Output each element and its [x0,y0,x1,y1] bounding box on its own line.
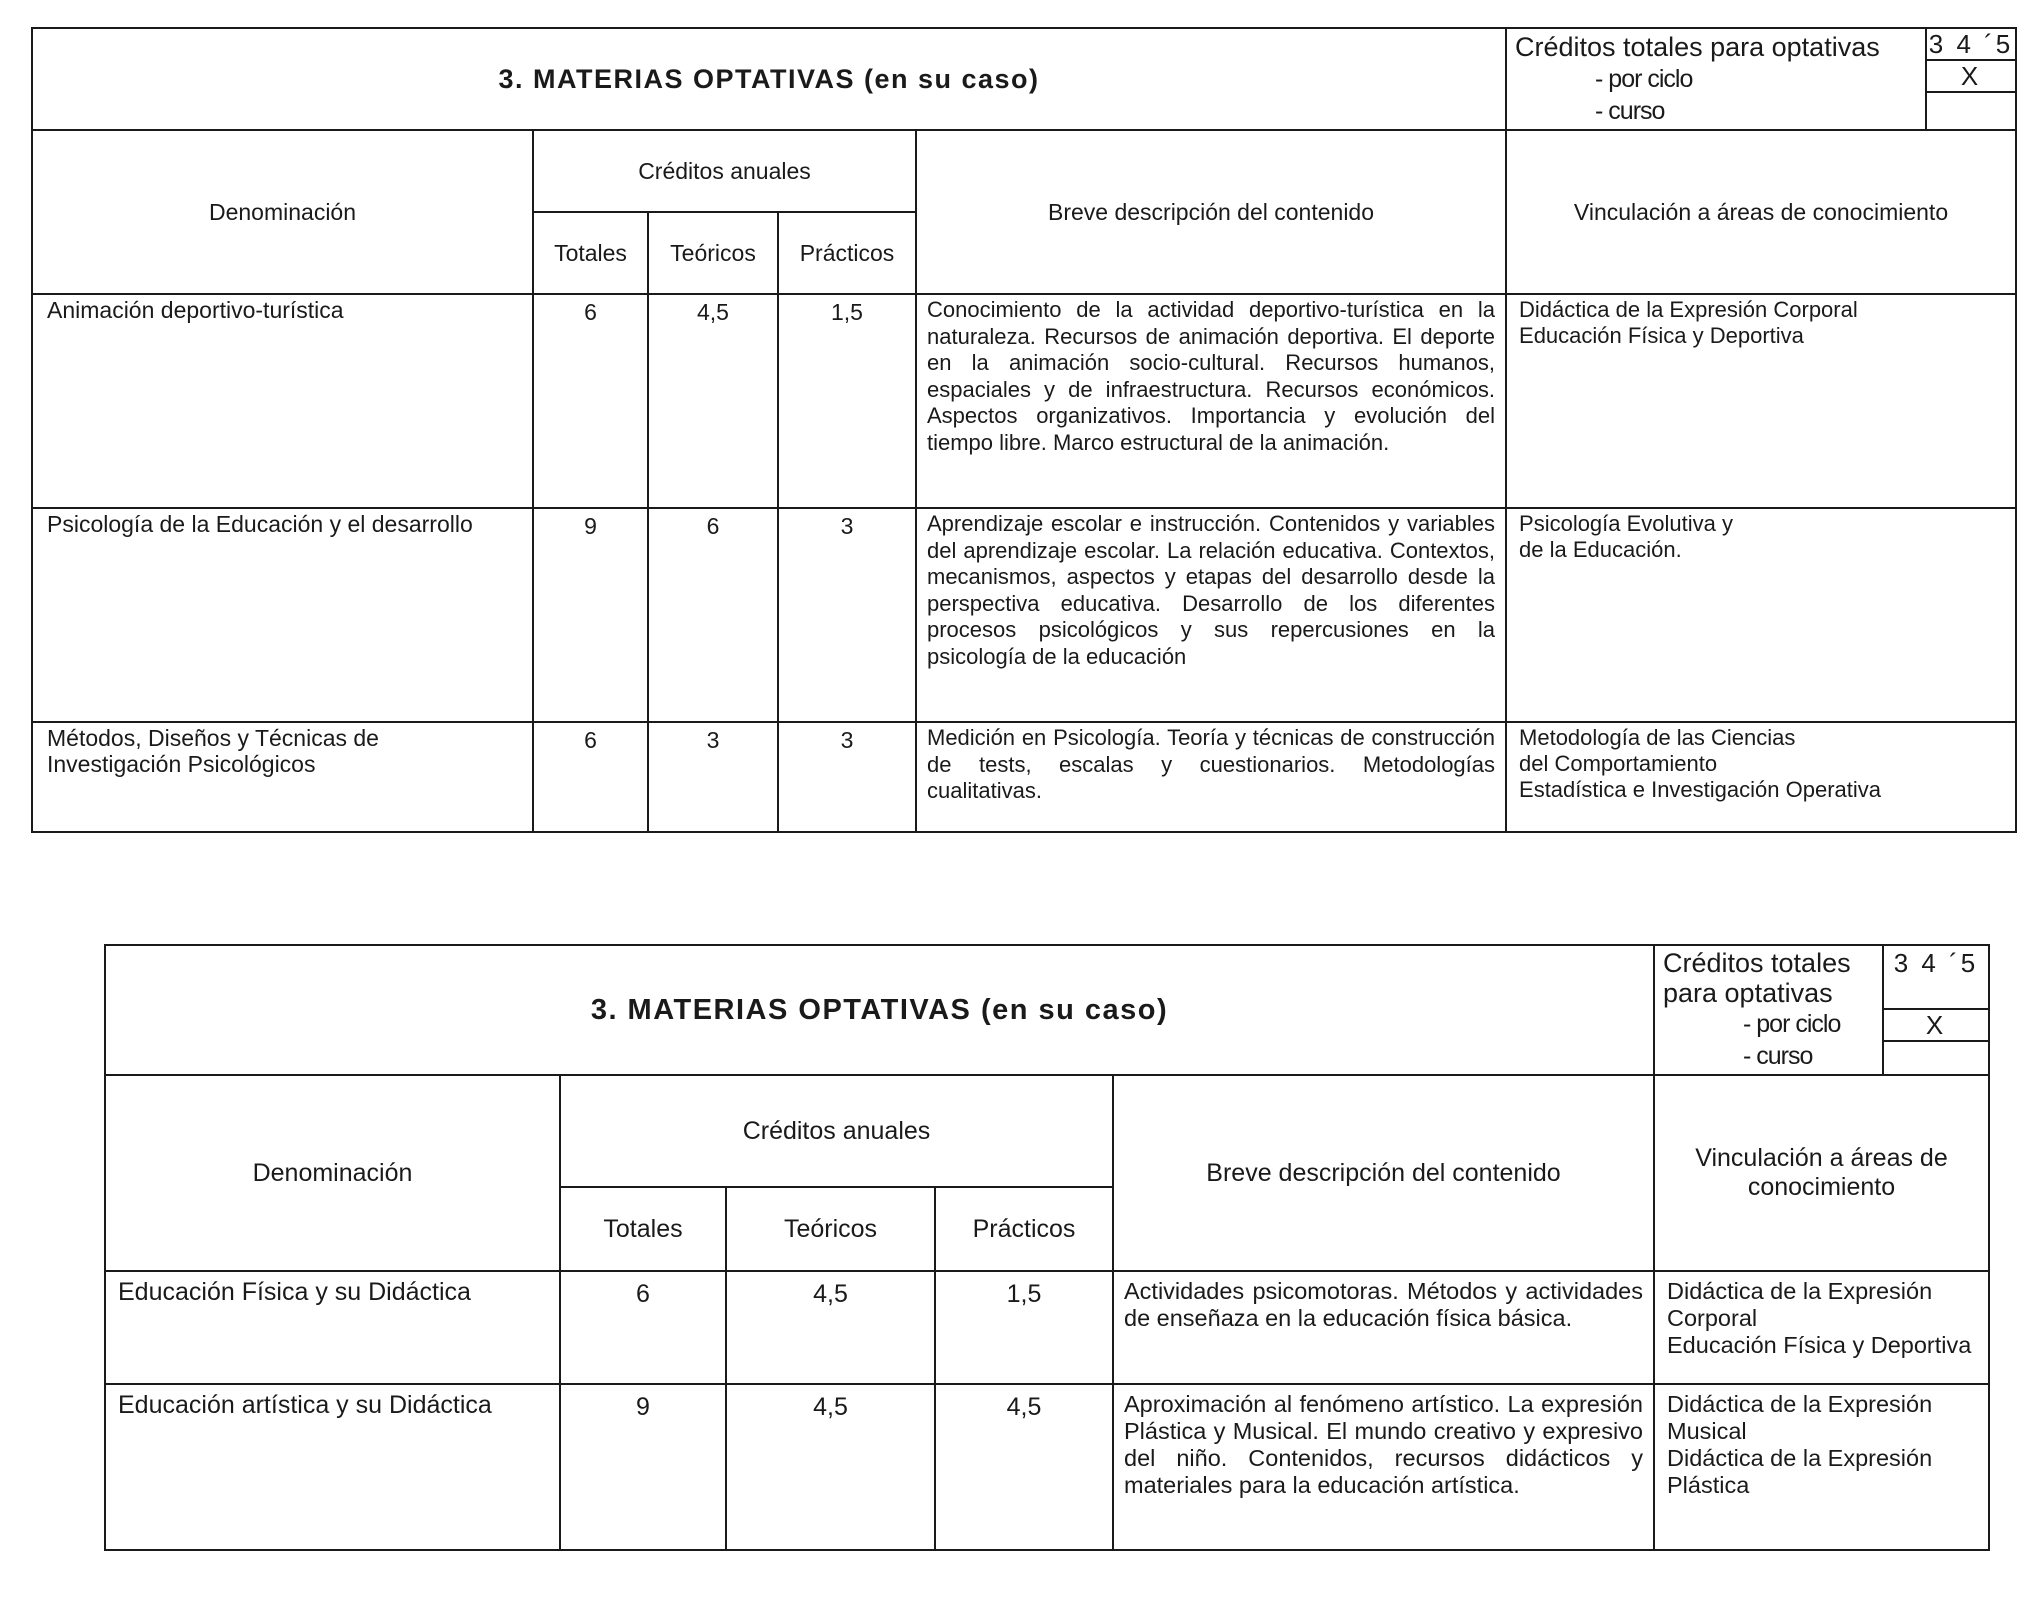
header-annual-credits: Créditos anuales [560,1075,1113,1187]
area-line: Didáctica de la Expresión Plástica [1667,1445,1933,1498]
credits-theoretical: 4,5 [648,294,778,508]
per-cycle-label: - por ciclo [1743,1010,1841,1038]
area-line: Estadística e Investigación Operativa [1519,777,1881,802]
subject-name: Animación deportivo-turística [32,294,533,508]
header-name: Denominación [105,1075,560,1271]
header-total: Totales [533,212,648,294]
credits-practical: 1,5 [935,1271,1113,1384]
per-cycle-label: - por ciclo [1595,65,1693,93]
content-description: Actividades psicomotoras. Métodos y actividades de enseñaza en la educación física básica. [1113,1271,1654,1384]
header-theoretical: Teóricos [648,212,778,294]
credits-theoretical: 4,5 [726,1271,935,1384]
table-row [105,1384,1989,1550]
course-label: - curso [1743,1042,1813,1070]
content-description: Aproximación al fenómeno artístico. La expresión Plástica y Musical. El mundo creativo y expresivo del niño. Contenidos, recursos didácticos y materiales para la educación artística. [1113,1384,1654,1550]
course-mark [1927,93,2015,129]
area-line: de la Educación. [1519,537,1682,562]
credits-practical: 3 [778,508,916,722]
credits-theoretical: 3 [648,722,778,832]
course-mark [1884,1042,1988,1074]
header-description: Breve descripción del contenido [1113,1075,1654,1271]
credits-total-value: 3 4 ´5 [1928,29,2014,59]
area-line: del Comportamiento [1519,751,1718,776]
area-line: Psicología Evolutiva y [1519,511,1734,536]
subject-name: Psicología de la Educación y el desarrollo [32,508,533,722]
credits-practical: 4,5 [935,1384,1113,1550]
optativas-table-2 [104,944,1990,1551]
area-line: Educación Física y Deportiva [1667,1332,1972,1358]
knowledge-areas [1506,722,2016,832]
credits-practical: 3 [778,722,916,832]
credits-summary [1654,945,1989,1075]
credits-total-value: 3 4 ´5 [1884,946,1988,1010]
credits-total: 9 [560,1384,726,1550]
header-description: Breve descripción del contenido [916,130,1506,294]
header-name: Denominación [32,130,533,294]
area-line: Didáctica de la Expresión Musical [1667,1391,1933,1444]
knowledge-areas [1506,294,2016,508]
header-annual-credits: Créditos anuales [533,130,916,212]
content-description: Medición en Psicología. Teoría y técnicas de construcción de tests, escalas y cuestionarios. Metodologías cualitativas. [916,722,1506,832]
course-label: - curso [1595,97,1665,125]
subject-name: Métodos, Diseños y Técnicas de Investigación Psicológicos [32,722,533,832]
credits-total: 6 [533,294,648,508]
table-row [105,1271,1989,1384]
header-areas: Vinculación a áreas de conocimiento [1654,1075,1989,1271]
credits-label: Créditos totales para optativas [1515,32,1880,62]
per-cycle-mark: X [1927,61,2015,93]
credits-label: Créditos totales para optativas [1663,948,1851,1008]
subject-name: Educación artística y su Didáctica [105,1384,560,1550]
credits-theoretical: 4,5 [726,1384,935,1550]
header-theoretical: Teóricos [726,1187,935,1271]
section-title: 3. MATERIAS OPTATIVAS (en su caso) [32,28,1506,130]
credits-total: 9 [533,508,648,722]
credits-total: 6 [533,722,648,832]
content-description: Conocimiento de la actividad deportivo-turística en la naturaleza. Recursos de animación deportiva. El deporte en la animación socio-cultural. Recursos humanos, espaciales y de infraestructura. Recursos económicos. Aspectos organizativos. Importancia y evolución del tiempo libre. Marco estructural de la animación. [916,294,1506,508]
knowledge-areas [1654,1271,1989,1384]
area-line: Didáctica de la Expresión Corporal [1519,297,1858,322]
per-cycle-mark: X [1884,1010,1988,1042]
header-practical: Prácticos [935,1187,1113,1271]
table-row [32,294,2016,508]
credits-summary [1506,28,2016,130]
credits-theoretical: 6 [648,508,778,722]
section-title: 3. MATERIAS OPTATIVAS (en su caso) [105,945,1654,1075]
subject-name: Educación Física y su Didáctica [105,1271,560,1384]
area-line: Educación Física y Deportiva [1519,323,1804,348]
header-total: Totales [560,1187,726,1271]
area-line: Didáctica de la Expresión Corporal [1667,1278,1933,1331]
header-areas: Vinculación a áreas de conocimiento [1506,130,2016,294]
table-row [32,722,2016,832]
header-practical: Prácticos [778,212,916,294]
table-row [32,508,2016,722]
area-line: Metodología de las Ciencias [1519,725,1796,750]
content-description: Aprendizaje escolar e instrucción. Contenidos y variables del aprendizaje escolar. La relación educativa. Contextos, mecanismos, aspectos y etapas del desarrollo desde la perspectiva educativa. Desarrollo de los diferentes procesos psicológicos y sus repercusiones en la psicología de la educación [916,508,1506,722]
credits-practical: 1,5 [778,294,916,508]
knowledge-areas [1506,508,2016,722]
optativas-table-1 [31,27,2017,833]
knowledge-areas [1654,1384,1989,1550]
credits-total: 6 [560,1271,726,1384]
